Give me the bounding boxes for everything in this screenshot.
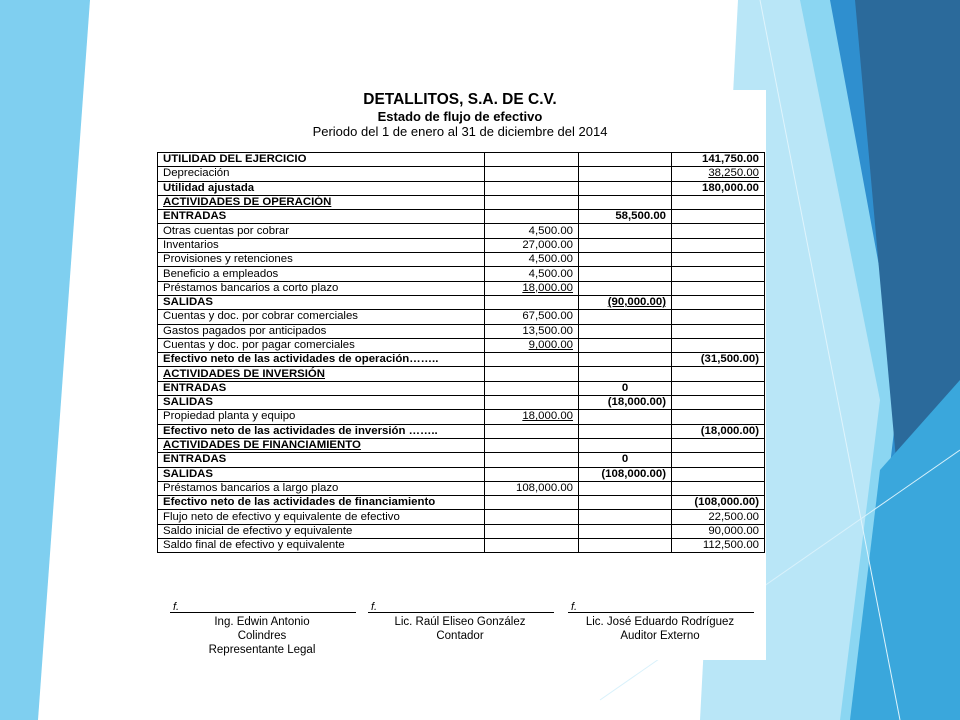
- table-row: [158, 381, 765, 395]
- row-value-c3: [672, 496, 765, 510]
- amount-text: 112,500.00: [702, 539, 759, 552]
- row-value-c2: [579, 539, 672, 553]
- row-value-c3: [672, 310, 765, 324]
- table-row: [158, 238, 765, 252]
- row-value-c1: [485, 481, 579, 495]
- row-label-text: Flujo neto de efectivo y equivalente de efectivo: [163, 510, 400, 523]
- row-value-c2: [579, 510, 672, 524]
- table-row: [158, 453, 765, 467]
- row-label: [158, 181, 485, 195]
- row-value-c3: [672, 253, 765, 267]
- amount-text: (18,000.00): [607, 396, 666, 409]
- signature-auditor: [560, 600, 760, 643]
- row-value-c1: [485, 267, 579, 281]
- table-row: [158, 367, 765, 381]
- row-label-text: Cuentas y doc. por pagar comerciales: [163, 339, 355, 351]
- amount-text: 9,000.00: [528, 339, 573, 351]
- row-value-c3: [672, 353, 765, 367]
- row-value-c2: [579, 153, 672, 167]
- company-name: DETALLITOS, S.A. DE C.V.: [363, 91, 557, 108]
- row-value-c2: [579, 238, 672, 252]
- row-value-c3: [672, 367, 765, 381]
- table-row: [158, 224, 765, 238]
- row-label: [158, 381, 485, 395]
- row-value-c3: [672, 524, 765, 538]
- row-label: [158, 367, 485, 381]
- row-label: [158, 310, 485, 324]
- row-value-c3: [672, 281, 765, 295]
- row-label: [158, 338, 485, 352]
- row-value-c2: [579, 467, 672, 481]
- row-label-text: Préstamos bancarios a corto plazo: [163, 281, 339, 294]
- row-value-c1: [485, 210, 579, 224]
- row-value-c1: [485, 153, 579, 167]
- table-row: [158, 338, 765, 352]
- row-value-c1: [485, 310, 579, 324]
- amount-text: 22,500.00: [708, 510, 759, 523]
- row-value-c1: [485, 424, 579, 438]
- row-label-text: Inventarios: [163, 238, 219, 251]
- row-label-text: SALIDAS: [163, 467, 213, 480]
- row-label: [158, 281, 485, 295]
- table-row: [158, 153, 765, 167]
- signature-mark: f.: [371, 601, 378, 613]
- row-label-text: Propiedad planta y equipo: [163, 410, 296, 423]
- row-value-c1: [485, 253, 579, 267]
- signer-name: Ing. Edwin Antonio: [214, 616, 310, 628]
- row-label: [158, 539, 485, 553]
- row-value-c1: [485, 167, 579, 181]
- row-value-c1: [485, 324, 579, 338]
- row-value-c3: [672, 167, 765, 181]
- row-value-c3: [672, 267, 765, 281]
- row-label: [158, 224, 485, 238]
- row-label: [158, 396, 485, 410]
- row-value-c1: [485, 195, 579, 209]
- row-label-text: Préstamos bancarios a largo plazo: [163, 481, 339, 494]
- row-value-c3: [672, 224, 765, 238]
- row-value-c1: [485, 381, 579, 395]
- row-label: [158, 496, 485, 510]
- row-label-text: ENTRADAS: [163, 381, 227, 394]
- table-row: [158, 324, 765, 338]
- row-value-c3: [672, 338, 765, 352]
- table-row: [158, 310, 765, 324]
- row-value-c1: [485, 238, 579, 252]
- row-value-c3: [672, 424, 765, 438]
- row-label: [158, 438, 485, 452]
- amount-text: 38,250.00: [708, 167, 759, 180]
- row-value-c3: [672, 295, 765, 309]
- table-row: [158, 195, 765, 209]
- table-row: [158, 253, 765, 267]
- row-value-c2: [579, 267, 672, 281]
- row-label-text: Cuentas y doc. por cobrar comerciales: [163, 310, 358, 323]
- row-label: [158, 424, 485, 438]
- signer-name-2: Colindres: [237, 630, 287, 642]
- financial-statement-page: [140, 90, 766, 660]
- row-value-c1: [485, 338, 579, 352]
- row-value-c2: [579, 438, 672, 452]
- row-label-text: UTILIDAD DEL EJERCICIO: [163, 153, 307, 166]
- amount-text: (90,000.00): [607, 296, 666, 309]
- table-row: [158, 353, 765, 367]
- row-value-c2: [579, 367, 672, 381]
- row-value-c3: [672, 396, 765, 410]
- row-value-c3: [672, 181, 765, 195]
- row-label-text: Saldo final de efectivo y equivalente: [163, 539, 345, 552]
- row-value-c3: [672, 510, 765, 524]
- row-value-c1: [485, 281, 579, 295]
- signature-legal-rep: [162, 600, 362, 657]
- row-label: [158, 524, 485, 538]
- row-value-c1: [485, 510, 579, 524]
- table-row: [158, 410, 765, 424]
- row-value-c3: [672, 153, 765, 167]
- row-value-c2: [579, 338, 672, 352]
- row-value-c3: [672, 539, 765, 553]
- row-value-c1: [485, 410, 579, 424]
- row-value-c1: [485, 467, 579, 481]
- left-accent-shape: [0, 0, 90, 720]
- row-label: [158, 195, 485, 209]
- statement-title: Estado de flujo de efectivo: [377, 109, 543, 124]
- row-value-c3: [672, 438, 765, 452]
- row-value-c2: [579, 253, 672, 267]
- signer-role: Contador: [436, 630, 484, 642]
- row-value-c1: [485, 453, 579, 467]
- row-label: [158, 510, 485, 524]
- row-value-c2: [579, 424, 672, 438]
- row-label-text: ENTRADAS: [163, 210, 227, 223]
- table-row: [158, 510, 765, 524]
- row-label: [158, 481, 485, 495]
- row-value-c2: [579, 195, 672, 209]
- amount-text: 141,750.00: [701, 153, 759, 166]
- row-value-c3: [672, 410, 765, 424]
- amount-text: (31,500.00): [700, 353, 759, 366]
- table-row: [158, 396, 765, 410]
- row-label-text: Utilidad ajustada: [163, 181, 255, 194]
- row-label-text: ACTIVIDADES DE INVERSIÓN: [163, 367, 326, 380]
- row-label: [158, 467, 485, 481]
- amount-text: 0: [621, 381, 629, 394]
- row-value-c2: [579, 353, 672, 367]
- row-label: [158, 253, 485, 267]
- row-label-text: Gastos pagados por anticipados: [163, 324, 327, 337]
- row-label: [158, 267, 485, 281]
- row-value-c2: [579, 295, 672, 309]
- row-value-c2: [579, 410, 672, 424]
- amount-text: 18,000.00: [522, 281, 573, 294]
- table-row: [158, 267, 765, 281]
- row-value-c2: [579, 167, 672, 181]
- row-value-c2: [579, 310, 672, 324]
- row-value-c2: [579, 396, 672, 410]
- row-value-c1: [485, 539, 579, 553]
- amount-text: (108,000.00): [694, 496, 759, 509]
- row-label-text: ENTRADAS: [163, 453, 227, 466]
- row-label-text: SALIDAS: [163, 296, 213, 309]
- signature-accountant: [360, 600, 560, 643]
- row-label-text: Otras cuentas por cobrar: [163, 224, 289, 237]
- row-value-c1: [485, 295, 579, 309]
- table-row: [158, 424, 765, 438]
- table-row: [158, 467, 765, 481]
- row-label-text: Efectivo neto de las actividades de financiamiento: [163, 496, 436, 509]
- row-value-c3: [672, 324, 765, 338]
- row-value-c3: [672, 238, 765, 252]
- row-value-c1: [485, 524, 579, 538]
- row-label-text: Beneficio a empleados: [163, 267, 279, 280]
- row-value-c3: [672, 453, 765, 467]
- table-row: [158, 295, 765, 309]
- signer-role: Auditor Externo: [620, 630, 700, 642]
- signer-name: Lic. José Eduardo Rodríguez: [585, 616, 735, 628]
- table-row: [158, 281, 765, 295]
- row-value-c1: [485, 496, 579, 510]
- table-row: [158, 167, 765, 181]
- row-value-c3: [672, 195, 765, 209]
- row-value-c3: [672, 481, 765, 495]
- amount-text: (18,000.00): [700, 424, 759, 437]
- amount-text: 4,500.00: [528, 224, 573, 237]
- amount-text: 4,500.00: [528, 267, 573, 280]
- row-value-c1: [485, 367, 579, 381]
- row-label-text: SALIDAS: [163, 396, 213, 409]
- row-label-text: Depreciación: [163, 167, 230, 180]
- row-label: [158, 167, 485, 181]
- row-value-c3: [672, 381, 765, 395]
- row-value-c2: [579, 453, 672, 467]
- row-value-c1: [485, 353, 579, 367]
- row-label: [158, 295, 485, 309]
- row-label: [158, 453, 485, 467]
- table-row: [158, 181, 765, 195]
- row-value-c1: [485, 181, 579, 195]
- table-row: [158, 539, 765, 553]
- row-value-c1: [485, 438, 579, 452]
- row-label-text: Provisiones y retenciones: [163, 253, 293, 266]
- signer-role: Representante Legal: [208, 644, 316, 656]
- table-row: [158, 524, 765, 538]
- row-label-text: Saldo inicial de efectivo y equivalente: [163, 524, 353, 537]
- amount-text: (108,000.00): [601, 467, 666, 480]
- table-row: [158, 210, 765, 224]
- table-row: [158, 496, 765, 510]
- row-label-text: Efectivo neto de las actividades de inversión ……..: [163, 424, 438, 437]
- row-value-c2: [579, 381, 672, 395]
- row-value-c2: [579, 324, 672, 338]
- signature-mark: f.: [173, 601, 180, 613]
- row-value-c2: [579, 210, 672, 224]
- amount-text: 67,500.00: [522, 310, 573, 323]
- statement-period: Periodo del 1 de enero al 31 de diciembre del 2014: [312, 124, 608, 139]
- row-label-text: Efectivo neto de las actividades de operación……..: [163, 353, 439, 366]
- row-label: [158, 353, 485, 367]
- row-label: [158, 324, 485, 338]
- cash-flow-table: [157, 152, 765, 553]
- table-row: [158, 438, 765, 452]
- row-value-c2: [579, 281, 672, 295]
- row-label-text: ACTIVIDADES DE OPERACIÓN: [163, 196, 332, 209]
- amount-text: 108,000.00: [515, 481, 573, 494]
- row-value-c2: [579, 224, 672, 238]
- row-value-c1: [485, 224, 579, 238]
- row-value-c3: [672, 210, 765, 224]
- row-label: [158, 238, 485, 252]
- row-label: [158, 153, 485, 167]
- amount-text: 58,500.00: [615, 210, 666, 223]
- row-label: [158, 210, 485, 224]
- row-value-c2: [579, 496, 672, 510]
- row-value-c2: [579, 481, 672, 495]
- amount-text: 27,000.00: [522, 238, 573, 251]
- amount-text: 90,000.00: [708, 524, 759, 537]
- signer-name: Lic. Raúl Eliseo González: [394, 616, 526, 628]
- amount-text: 13,500.00: [522, 324, 573, 337]
- row-value-c1: [485, 396, 579, 410]
- row-value-c2: [579, 181, 672, 195]
- amount-text: 18,000.00: [522, 410, 573, 423]
- row-label: [158, 410, 485, 424]
- amount-text: 4,500.00: [528, 253, 573, 266]
- row-value-c3: [672, 467, 765, 481]
- row-value-c2: [579, 524, 672, 538]
- signature-mark: f.: [571, 601, 578, 613]
- amount-text: 180,000.00: [701, 181, 759, 194]
- row-label-text: ACTIVIDADES DE FINANCIAMIENTO: [163, 439, 361, 452]
- amount-text: 0: [621, 453, 629, 466]
- table-row: [158, 481, 765, 495]
